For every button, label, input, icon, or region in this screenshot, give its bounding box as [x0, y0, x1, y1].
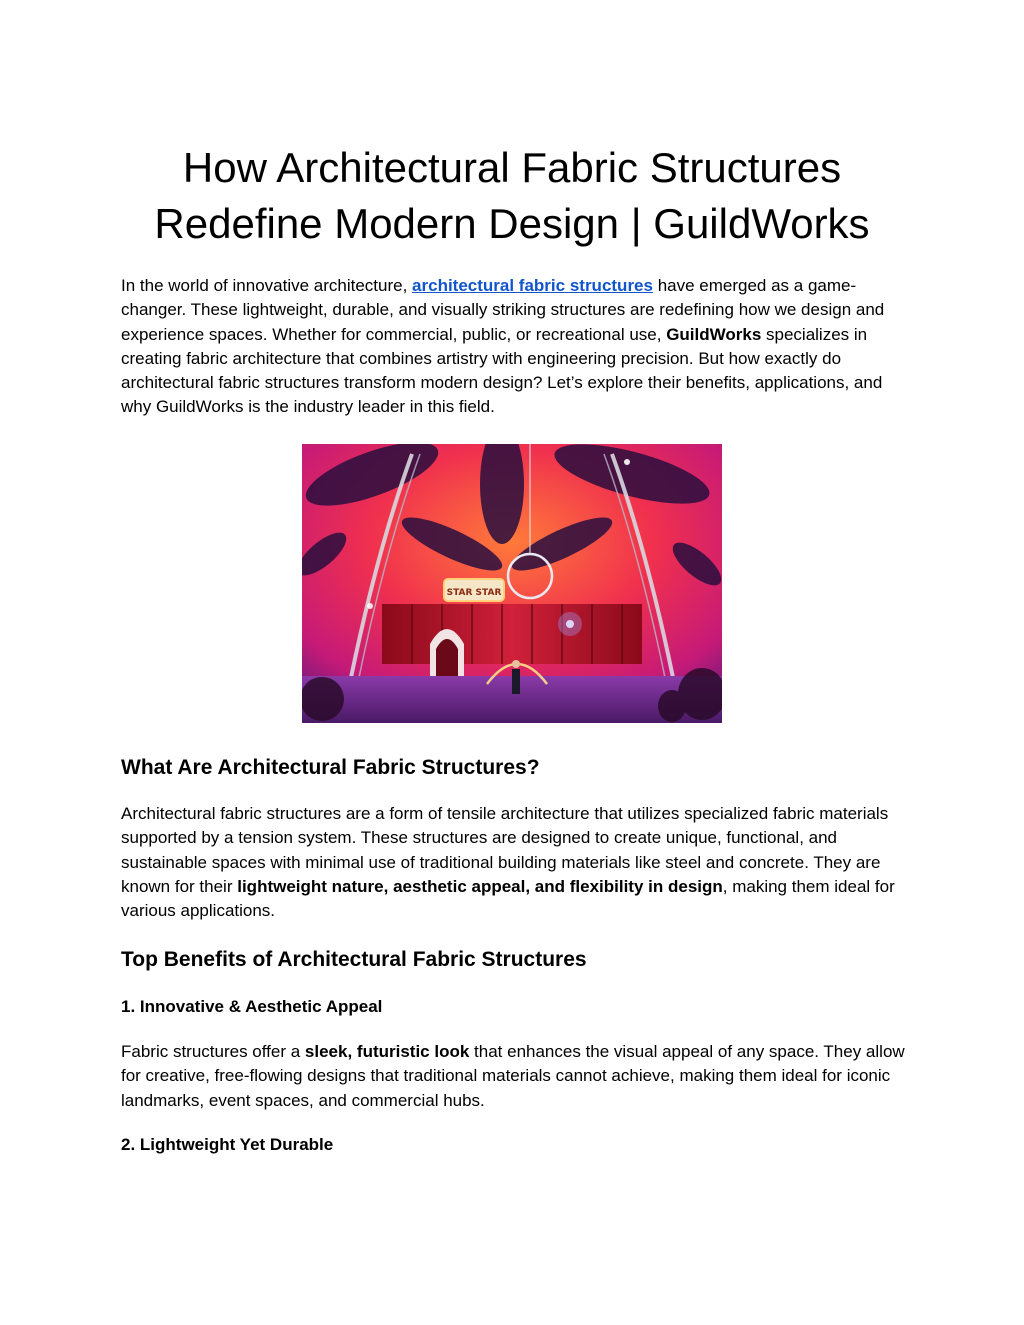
section1-paragraph: [121, 802, 911, 923]
hero-sign-text: STAR STAR: [446, 588, 502, 598]
page-title-line-1: How Architectural Fabric Structures: [182, 144, 842, 191]
benefit1-text-start: Fabric structures offer a: [121, 1042, 305, 1061]
benefit1-paragraph: [121, 1040, 911, 1113]
benefit1-text-end: that enhances the visual appeal of any space. They allow for creative, free-flowing designs that traditional materials cannot achieve, making them ideal for iconic landmarks, event spaces, and commercial hubs.: [121, 1042, 905, 1110]
section1-bold-text: lightweight nature, aesthetic appeal, and flexibility in design: [237, 876, 723, 896]
intro-text-start: In the world of innovative architecture,: [121, 276, 413, 295]
intro-text-middle: have emerged as a game-changer. These lightweight, durable, and visually striking structures are redefining how we design and experience spaces. Whether for commercial, public, or recreational use,: [121, 276, 885, 344]
brand-name: GuildWorks: [666, 324, 762, 344]
section1-text-start: Architectural fabric structures are a form of tensile architecture that utilizes specialized fabric materials supported by a tension system. These structures are designed to create unique, functional, and sustainable spaces with minimal use of traditional building materials like steel and concrete. They are known for their: [121, 804, 889, 896]
section-heading-what-are: What Are Architectural Fabric Structures?: [121, 756, 540, 779]
benefit1-bold-text: sleek, futuristic look: [304, 1042, 470, 1061]
intro-text-end: specializes in creating fabric architecture that combines artistry with engineering precision. But how exactly do architectural fabric structures transform modern design? Let’s explore their benefits, applications, and why GuildWorks is the industry leader in this field.: [121, 324, 883, 417]
section1-text-end: , making them ideal for various applications.: [121, 876, 895, 921]
hero-image-fabric-tent-stage: [302, 444, 722, 723]
intro-paragraph: [121, 274, 911, 420]
subheading-lightweight-durable: 2. Lightweight Yet Durable: [121, 1135, 334, 1154]
page-title: [0, 140, 1024, 252]
subheading-innovative-aesthetic: 1. Innovative & Aesthetic Appeal: [121, 997, 383, 1016]
architectural-fabric-structures-link[interactable]: architectural fabric structures: [412, 276, 653, 295]
section-heading-top-benefits: Top Benefits of Architectural Fabric Structures: [121, 948, 587, 971]
page-title-line-2: Redefine Modern Design | GuildWorks: [154, 200, 870, 247]
